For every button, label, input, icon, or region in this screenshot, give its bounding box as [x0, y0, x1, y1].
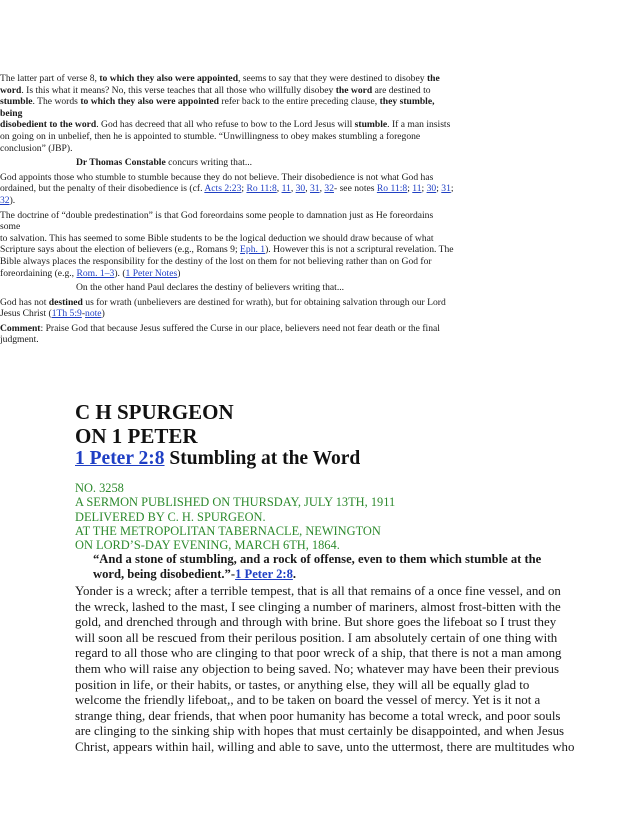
- body-line: welcome the friendly lifeboat,, and to be taken on board the vessel of mercy. Yet is it not a: [75, 693, 541, 708]
- sermon-body: [75, 584, 575, 756]
- constable-intro: [76, 157, 638, 169]
- bold-phrase: they stumble, being: [0, 96, 435, 119]
- bold-phrase: disobedient to the word: [0, 119, 97, 131]
- bold-phrase: destined: [48, 296, 83, 308]
- quote-line-2-end: .: [292, 567, 297, 582]
- bold-phrase: to which they also were appointed: [99, 73, 239, 84]
- commentary-paragraph-1: The latter part of verse 8, to which they also were appointed, seems to say that they were destined to disobey the word. Is this what it means? No, this verse teaches that all those who willfully disobey the word are destined to stumble. The words to which they also were appointed refer back to the entire preceding clause, they stumble, being disobedient to the word. God has decreed that all who refuse to bow to the Lord Jesus will stumble. If a man insists on going on in unbelief, then he is appointed to stumble. “Unwillingness to obey makes stumbling a foregone conclusion” (JBP).: [0, 73, 451, 154]
- scripture-link[interactable]: 1Th 5:9: [51, 308, 82, 320]
- sermon-number: NO. 3258: [75, 481, 124, 495]
- constable-intro-rest: concurs writing that...: [165, 157, 253, 169]
- bold-phrase: the: [426, 73, 440, 84]
- scripture-link[interactable]: 31: [441, 183, 451, 195]
- bold-phrase: stumble: [0, 96, 33, 108]
- commentary-section: [0, 73, 638, 349]
- constable-quote-2: The doctrine of “double predestination” is that God foreordains some people to damnation just as He foreordains some to salvation. This has seemed to some Bible students to be the logical deduction we should draw because of what Scripture says about the election of believers (e.g., Romans 9; Eph. 1). However this is not a scriptural revelation. The Bible always places the responsibility for the destiny of the lost on them for not believing rather than on God for foreordaining (e.g., Rom. 1–3). (1 Peter Notes): [0, 209, 454, 279]
- body-line: the wreck, lashed to the mast, I see clinging a number of mariners, almost frost-bitten with the: [75, 599, 561, 614]
- paul-quote: God has not destined us for wrath (unbelievers are destined for wrath), but for obtaining salvation through our Lord Jesus Christ (1Th 5:9-note): [0, 296, 446, 320]
- scripture-link[interactable]: Ro 11:8: [246, 183, 277, 195]
- sermon-published: A SERMON PUBLISHED ON THURSDAY, JULY 13TH, 1911: [75, 495, 396, 510]
- body-line: position in life, or their habits, or tastes, or anything else, they will all be equally glad to: [75, 677, 530, 692]
- bold-phrase: to which they also were appointed: [80, 96, 219, 108]
- scripture-link[interactable]: 31: [310, 183, 320, 195]
- comment-paragraph: Comment: Praise God that because Jesus suffered the Curse in our place, believers need not fear death or the final judgment.: [0, 322, 440, 346]
- scripture-link[interactable]: Eph. 1: [240, 244, 266, 256]
- scripture-link[interactable]: 32: [324, 183, 334, 195]
- scripture-link[interactable]: 1 Peter Notes: [125, 267, 178, 279]
- scripture-link[interactable]: Acts 2:23: [204, 183, 242, 195]
- bold-phrase: word: [0, 84, 22, 96]
- sermon-location: AT THE METROPOLITAN TABERNACLE, NEWINGTON: [75, 523, 381, 538]
- body-line: Christ, appears within hail, willing and able to save, unto the uttermost, there are multitudes who: [75, 739, 575, 754]
- body-line: Yonder is a wreck; after a terrible tempest, that is all that remains of a once fine vessel, and on: [75, 584, 561, 598]
- constable-name: Dr Thomas Constable: [76, 157, 166, 169]
- paul-intro: On the other hand Paul declares the destiny of believers writing that...: [76, 282, 345, 294]
- sermon-date: ON LORD’S-DAY EVENING, MARCH 6TH, 1864.: [75, 538, 340, 553]
- spurgeon-heading: [75, 400, 234, 448]
- body-line: them who will raise any objection to being saved. No; whatever may have been their previous: [75, 661, 559, 676]
- scripture-quote: [93, 552, 555, 583]
- body-line: strange thing, dear friends, that when poor humanity has become a total wreck, and poor souls: [75, 708, 561, 723]
- body-line: will soon all be rescued from their perilous position. I am absolutely certain of one thing with: [75, 630, 558, 645]
- bold-phrase: the word: [335, 84, 373, 96]
- quote-line-2-text: word, being disobedient.”-: [93, 567, 236, 582]
- quote-line-1: “And a stone of stumbling, and a rock of offense, even to them which stumble at the: [93, 552, 542, 566]
- constable-quote-1: God appoints those who stumble to stumble because they do not believe. Their disobedience is not what God has ordained, but the penalty of their disobedience is (cf. Acts 2:23; Ro 11:8, 11, 30, 31, 32- see notes Ro 11:8; 11; 30; 31; 32).: [0, 171, 454, 206]
- sermon-title-text: Stumbling at the Word: [164, 448, 361, 469]
- body-line: are clinging to the sinking ship with hopes that must certainly be disappointed, and when Jesus: [75, 724, 565, 739]
- sermon-title: [75, 447, 360, 471]
- scripture-link[interactable]: 30: [426, 183, 437, 195]
- scripture-link[interactable]: 11: [281, 183, 291, 195]
- heading-line-1: C H SPURGEON: [75, 400, 234, 424]
- quote-ref-link[interactable]: 1 Peter 2:8: [235, 567, 293, 582]
- body-line: gold, and drenched through and through with brine. But shore goes the lifeboat so I trust they: [75, 615, 557, 630]
- scripture-link[interactable]: 11: [412, 183, 422, 195]
- scripture-link[interactable]: 32: [0, 194, 10, 206]
- bold-phrase: stumble: [354, 119, 388, 131]
- bold-phrase: Comment: [0, 322, 41, 334]
- sermon-delivered: DELIVERED BY C. H. SPURGEON.: [75, 509, 266, 524]
- scripture-link[interactable]: Rom. 1–3: [76, 267, 115, 279]
- heading-line-2: ON 1 PETER: [75, 424, 198, 448]
- scripture-link[interactable]: Ro 11:8: [376, 183, 408, 195]
- body-line: regard to all those who are clinging to that poor wreck of a ship, that there is not a man among: [75, 646, 562, 661]
- quote-line-2: [93, 567, 555, 582]
- scripture-link[interactable]: 30: [295, 183, 306, 195]
- sermon-title-ref-link[interactable]: 1 Peter 2:8: [75, 448, 165, 469]
- sermon-info: [75, 481, 555, 552]
- scripture-link[interactable]: note: [85, 308, 102, 320]
